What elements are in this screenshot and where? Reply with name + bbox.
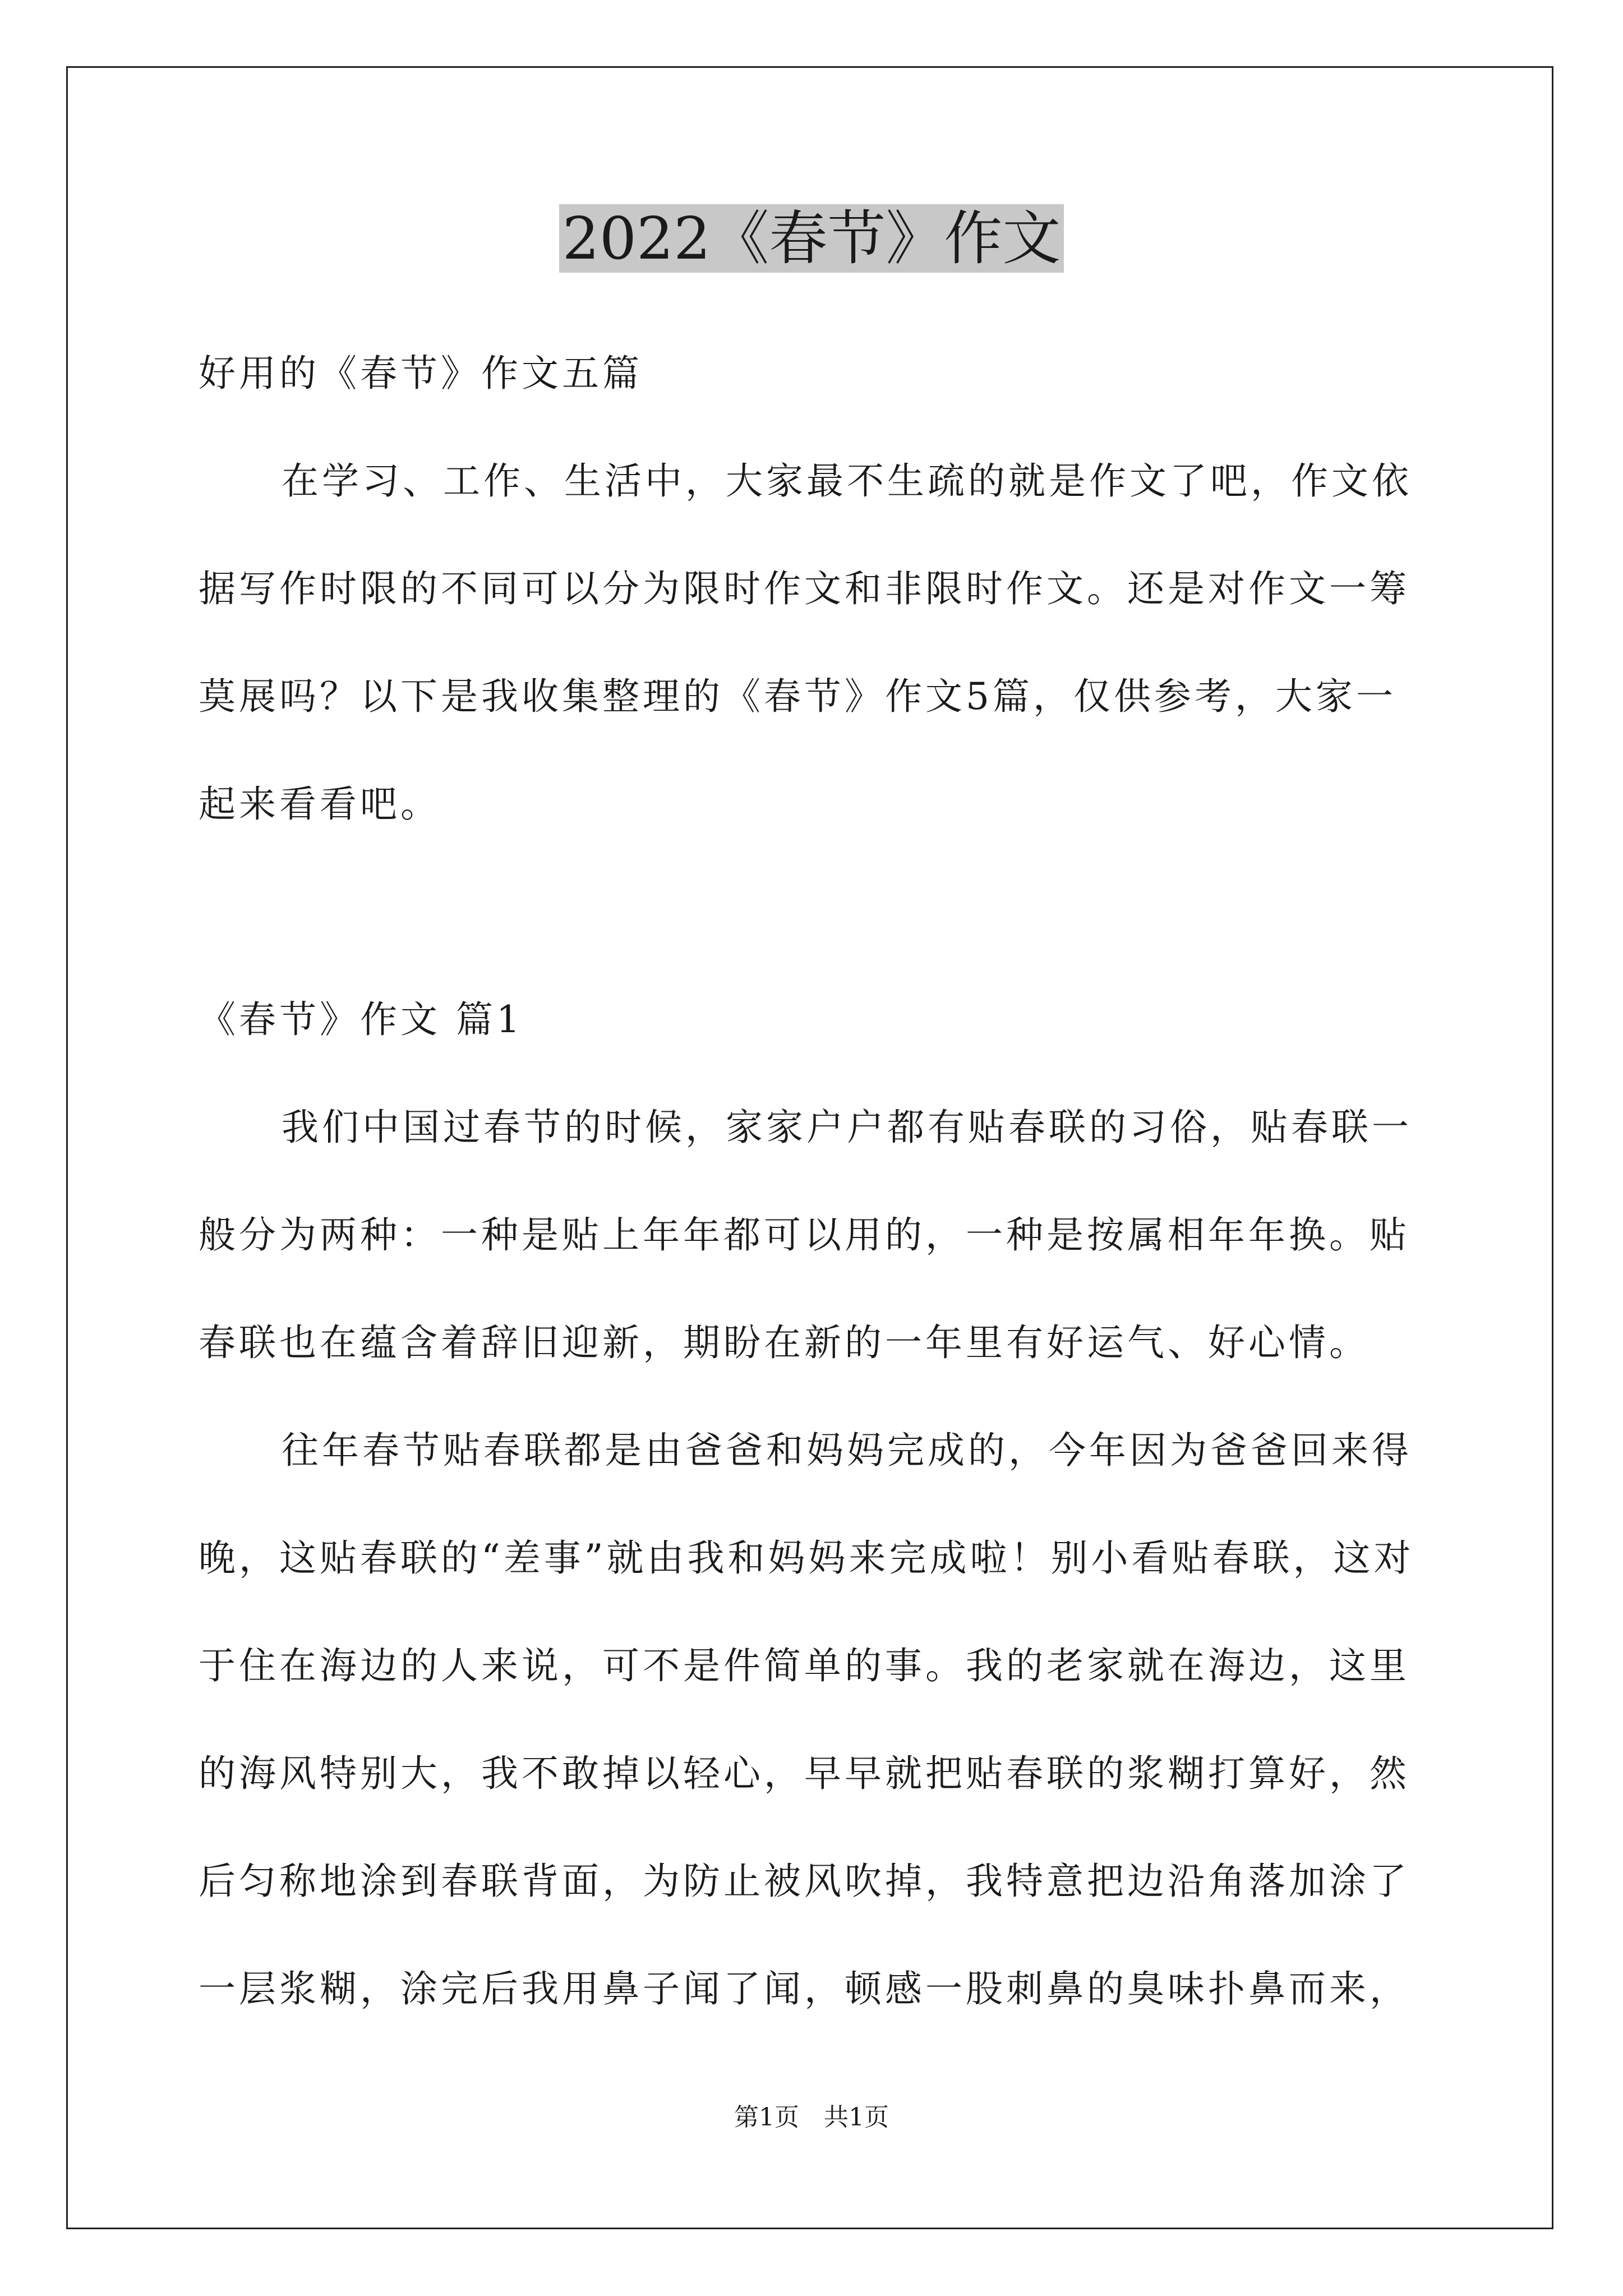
section-spacer [199,858,1432,966]
document-body [199,320,1432,2043]
document-subtitle: 好用的《春节》作文五篇 [199,352,643,395]
page-number-current: 第1页 [734,2103,799,2132]
intro-paragraph: 在学习、工作、生活中，大家最不生疏的就是作文了吧，作文依据写作时限的不同可以分为限时作文和非限时作文。还是对作文一筹莫展吗？以下是我收集整理的《春节》作文5篇，仅供参考，大家一起来看看吧。 [199,459,1412,826]
section-paragraph-1: 我们中国过春节的时候，家家户户都有贴春联的习俗，贴春联一般分为两种：一种是贴上年年都可以用的，一种是按属相年年换。贴春联也在蕴含着辞旧迎新，期盼在新的一年里有好运气、好心情。 [199,1106,1412,1364]
section-paragraph-2: 往年春节贴春联都是由爸爸和妈妈完成的，今年因为爸爸回来得晚，这贴春联的“差事”就由我和妈妈来完成啦！别小看贴春联，这对于住在海边的人来说，可不是件简单的事。我的老家就在海边，这里的海风特别大，我不敢掉以轻心，早早就把贴春联的浆糊打算好，然后匀称地涂到春联背面，为防止被风吹掉，我特意把边沿角落加涂了一层浆糊，涂完后我用鼻子闻了闻，顿感一股刺鼻的臭味扑鼻而来， [199,1429,1414,2010]
document-title-text: 2022《春节》作文 [559,204,1064,273]
document-title [0,196,1623,280]
page-number-total: 共1页 [824,2103,889,2132]
page-footer [0,2101,1623,2134]
section-heading: 《春节》作文 篇1 [199,998,523,1041]
